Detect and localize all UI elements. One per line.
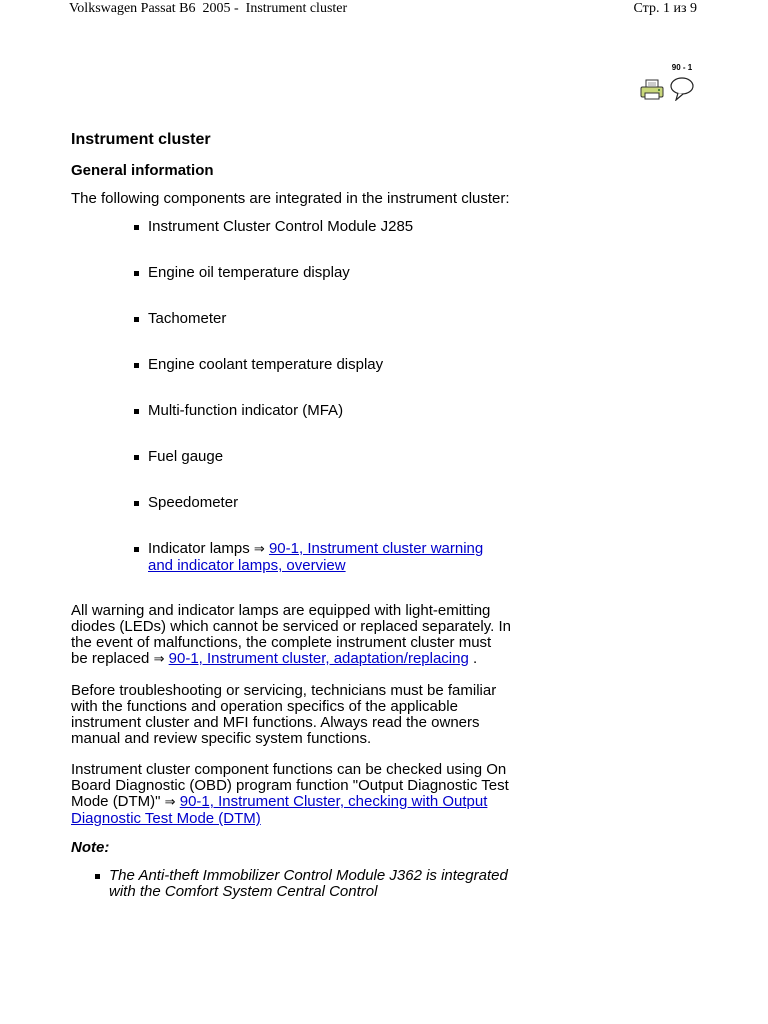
- list-item-indicator-lamps: [134, 541, 511, 574]
- list-item: Engine oil temperature display: [134, 265, 511, 281]
- doc-toolbar: [640, 65, 700, 105]
- link-adaptation-replacing[interactable]: 90-1, Instrument cluster, adaptation/replacing: [168, 650, 469, 667]
- note-list: [71, 868, 511, 900]
- list-item: Tachometer: [134, 311, 511, 327]
- paragraph-leds: [71, 603, 511, 668]
- link-dtm-check[interactable]: 90-1, Instrument Cluster, checking with Output Diagnostic Test Mode (DTM): [71, 793, 488, 827]
- paragraph-text: Instrument cluster component functions can be checked using On Board Diagnostic (OBD) program function "Output Diagnostic Test Mode (DTM)": [71, 761, 509, 810]
- list-item: Engine coolant temperature display: [134, 357, 511, 373]
- paragraph-end: .: [468, 650, 478, 667]
- note-heading: Note:: [71, 839, 110, 856]
- list-item: Fuel gauge: [134, 449, 511, 465]
- note-item: The Anti-theft Immobilizer Control Module J362 is integrated with the Comfort System Central Control: [95, 868, 511, 900]
- component-list: [71, 219, 511, 574]
- list-item-text: Indicator lamps: [148, 540, 254, 557]
- paragraph-text: All warning and indicator lamps are equipped with light-emitting diodes (LEDs) which cannot be serviced or replaced separately. In the event of malfunctions, the complete instrument cluster must be replaced: [71, 602, 511, 667]
- page-header-pagenum: Стр. 1 из 9: [633, 1, 697, 16]
- list-item: Multi-function indicator (MFA): [134, 403, 511, 419]
- arrow-icon: ⇒: [164, 795, 176, 810]
- paragraph-obd: [71, 762, 511, 827]
- arrow-icon: ⇒: [153, 652, 165, 667]
- list-item: Speedometer: [134, 495, 511, 511]
- page-title: Instrument cluster: [71, 131, 211, 148]
- page-header-title: Volkswagen Passat B6 2005 - Instrument cluster: [69, 1, 348, 16]
- bubble-label: 90 - 1: [671, 63, 693, 72]
- link-warning-lamps-overview[interactable]: 90-1, Instrument cluster warning and indicator lamps, overview: [148, 540, 484, 574]
- intro-paragraph: The following components are integrated in the instrument cluster:: [71, 190, 510, 207]
- paragraph-troubleshooting: Before troubleshooting or servicing, technicians must be familiar with the functions and operation specifics of the applicable instrument cluster and MFI functions. Always read the owners manual and review specific system functions.: [71, 682, 497, 747]
- document-body: [71, 130, 511, 900]
- comment-bubble-icon[interactable]: [668, 65, 696, 101]
- list-item: Instrument Cluster Control Module J285: [134, 219, 511, 235]
- arrow-icon: ⇒: [253, 542, 265, 557]
- section-heading: General information: [71, 162, 214, 179]
- print-icon[interactable]: [640, 79, 664, 101]
